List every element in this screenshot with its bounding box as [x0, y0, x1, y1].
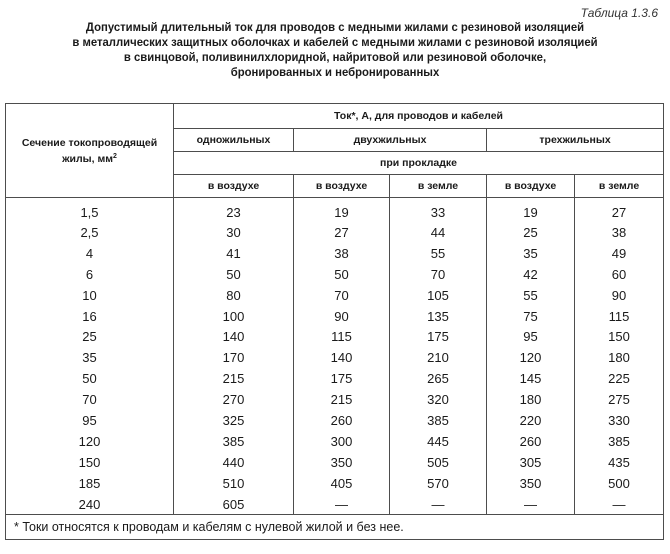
current-cell: 90	[294, 306, 390, 327]
table-row	[6, 285, 664, 306]
section-cell: 150	[6, 452, 174, 473]
table-row	[6, 326, 664, 347]
current-cell: 260	[294, 410, 390, 431]
title-line: Допустимый длительный ток для проводов с медными жилами с резиновой изоляцией	[85, 20, 585, 34]
current-cell: 27	[294, 222, 390, 243]
current-header: Ток*, А, для проводов и кабелей	[174, 104, 664, 129]
current-cell: 175	[294, 368, 390, 389]
section-cell: 120	[6, 431, 174, 452]
section-cell: 10	[6, 285, 174, 306]
section-cell: 2,5	[6, 222, 174, 243]
section-cell: 50	[6, 368, 174, 389]
current-cell: 30	[174, 222, 294, 243]
current-cell: 505	[390, 452, 487, 473]
current-cell: 385	[390, 410, 487, 431]
section-cell: 1,5	[6, 198, 174, 223]
current-cell: 25	[487, 222, 575, 243]
footnote: * Токи относятся к проводам и кабелям с нулевой жилой и без нее.	[6, 515, 664, 540]
table-row	[6, 410, 664, 431]
section-cell: 35	[6, 347, 174, 368]
section-cell: 240	[6, 494, 174, 515]
section-header: Сечение токопроводящей жилы, $мм^2$	[6, 104, 174, 198]
current-cell: 320	[390, 389, 487, 410]
in-air-header: в воздухе	[294, 175, 390, 198]
section-cell: 6	[6, 264, 174, 285]
current-cell: 95	[487, 326, 575, 347]
current-cell: —	[390, 494, 487, 515]
in-air-header: в воздухе	[174, 175, 294, 198]
laying-header: при прокладке	[174, 152, 664, 175]
current-cell: 405	[294, 473, 390, 494]
current-cell: 275	[575, 389, 664, 410]
section-cell: 70	[6, 389, 174, 410]
current-cell: 225	[575, 368, 664, 389]
title-line: в металлических защитных оболочках и кабелей с медными жилами с резиновой изоляцией	[72, 35, 598, 49]
current-cell: 55	[487, 285, 575, 306]
current-cell: 260	[487, 431, 575, 452]
current-cell: 510	[174, 473, 294, 494]
current-cell: 90	[575, 285, 664, 306]
current-cell: 145	[487, 368, 575, 389]
table-row	[6, 494, 664, 515]
current-cell: 19	[294, 198, 390, 223]
current-cell: 115	[575, 306, 664, 327]
in-ground-header: в земле	[575, 175, 664, 198]
current-cell: 385	[174, 431, 294, 452]
current-cell: 350	[294, 452, 390, 473]
current-cell: 435	[575, 452, 664, 473]
current-cell: 350	[487, 473, 575, 494]
table-row	[6, 306, 664, 327]
current-cell: —	[487, 494, 575, 515]
table-row	[6, 347, 664, 368]
section-cell: 16	[6, 306, 174, 327]
current-cell: 325	[174, 410, 294, 431]
three-core-header: трехжильных	[487, 129, 664, 152]
current-cell: 445	[390, 431, 487, 452]
two-core-header: двухжильных	[294, 129, 487, 152]
current-cell: 50	[174, 264, 294, 285]
current-cell: —	[294, 494, 390, 515]
current-cell: 215	[174, 368, 294, 389]
current-cell: 265	[390, 368, 487, 389]
table-row	[6, 452, 664, 473]
table-title	[27, 20, 643, 80]
in-ground-header: в земле	[390, 175, 487, 198]
current-cell: 44	[390, 222, 487, 243]
section-cell: 4	[6, 243, 174, 264]
section-cell: 25	[6, 326, 174, 347]
current-cell: 49	[575, 243, 664, 264]
in-air-header: в воздухе	[487, 175, 575, 198]
current-cell: 210	[390, 347, 487, 368]
current-cell: 180	[487, 389, 575, 410]
current-cell: 150	[575, 326, 664, 347]
table-row	[6, 264, 664, 285]
current-cell: 80	[174, 285, 294, 306]
single-core-header: одножильных	[174, 129, 294, 152]
table-row	[6, 222, 664, 243]
table-row	[6, 198, 664, 223]
table-row	[6, 431, 664, 452]
table-row	[6, 368, 664, 389]
table-number: Таблица 1.3.6	[580, 6, 658, 20]
current-cell: 105	[390, 285, 487, 306]
current-cell: 70	[294, 285, 390, 306]
table-row	[6, 243, 664, 264]
table-row	[6, 473, 664, 494]
current-cell: 70	[390, 264, 487, 285]
current-cell: 140	[174, 326, 294, 347]
current-cell: 500	[575, 473, 664, 494]
current-cell: 50	[294, 264, 390, 285]
current-cell: 215	[294, 389, 390, 410]
current-cell: 440	[174, 452, 294, 473]
section-cell: 185	[6, 473, 174, 494]
current-cell: 38	[294, 243, 390, 264]
current-cell: 120	[487, 347, 575, 368]
current-cell: 55	[390, 243, 487, 264]
section-cell: 95	[6, 410, 174, 431]
current-cell: 570	[390, 473, 487, 494]
current-cell: 300	[294, 431, 390, 452]
current-cell: —	[575, 494, 664, 515]
current-cell: 270	[174, 389, 294, 410]
current-cell: 140	[294, 347, 390, 368]
current-cell: 41	[174, 243, 294, 264]
current-cell: 19	[487, 198, 575, 223]
title-line: в свинцовой, поливинилхлоридной, найритовой или резиновой оболочке,	[123, 50, 547, 64]
current-cell: 35	[487, 243, 575, 264]
current-cell: 27	[575, 198, 664, 223]
current-cell: 42	[487, 264, 575, 285]
current-cell: 60	[575, 264, 664, 285]
current-cell: 23	[174, 198, 294, 223]
title-line: бронированных и небронированных	[230, 65, 440, 79]
current-table	[5, 103, 664, 540]
current-cell: 175	[390, 326, 487, 347]
current-cell: 33	[390, 198, 487, 223]
current-cell: 75	[487, 306, 575, 327]
current-cell: 38	[575, 222, 664, 243]
current-cell: 605	[174, 494, 294, 515]
current-cell: 220	[487, 410, 575, 431]
current-cell: 385	[575, 431, 664, 452]
current-cell: 305	[487, 452, 575, 473]
table-row	[6, 389, 664, 410]
current-cell: 115	[294, 326, 390, 347]
current-cell: 135	[390, 306, 487, 327]
current-cell: 170	[174, 347, 294, 368]
current-cell: 330	[575, 410, 664, 431]
current-cell: 180	[575, 347, 664, 368]
current-cell: 100	[174, 306, 294, 327]
